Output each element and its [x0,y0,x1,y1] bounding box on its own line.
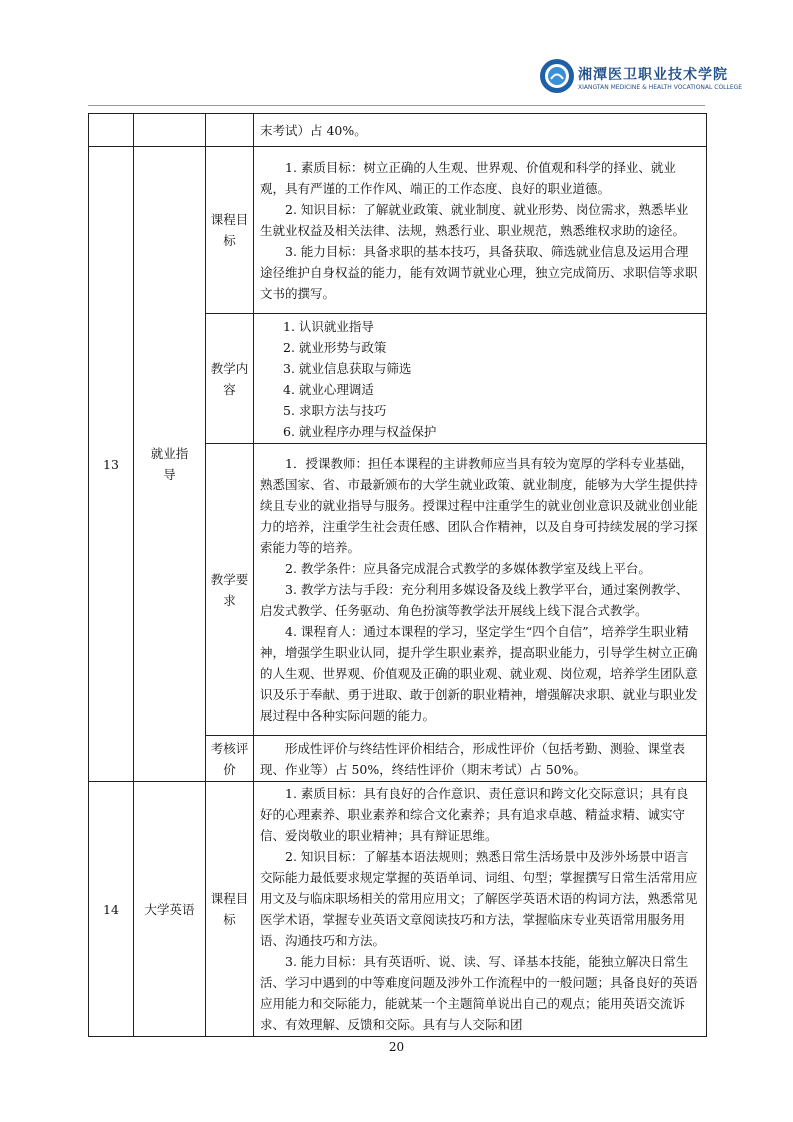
course-name: 大学英语 [134,782,206,1037]
table-row [89,147,707,314]
req-item: 2. 教学条件：应具备完成混合式教学的多媒体教学室及线上平台。 [285,561,651,576]
eval-text: 形成性评价与终结性评价相结合，形成性评价（包括考勤、测验、课堂表现、作业等）占 50%，终结性评价（期末考试）占 50%。 [260,740,686,777]
content-item: 6. 就业程序办理与权益保护 [283,423,437,439]
page-header [0,0,793,110]
course-number: 14 [89,782,134,1037]
req-cell [254,444,707,736]
req-label: 教学要求 [206,444,254,736]
req-item: 3. 教学方法与手段：充分利用多媒设备及线上教学平台，通过案例教学、启发式教学、任务驱动、角色扮演等教学法开展线上线下混合式教学。 [260,582,689,618]
page-number: 20 [388,1040,405,1054]
goal-item: 1. 素质目标：树立正确的人生观、世界观、价值观和科学的择业、就业观，具有严谨的工作作风、端正的工作态度、良好的职业道德。 [260,159,676,196]
school-logo-icon [539,58,575,94]
content-item: 3. 就业信息获取与筛选 [283,360,412,376]
table-row [89,782,707,1037]
eval-label: 考核评价 [206,736,254,782]
content-item: 4. 就业心理调适 [283,381,374,397]
content-item: 1. 认识就业指导 [283,318,374,334]
goal-item: 1. 素质目标：具有良好的合作意识、责任意识和跨文化交际意识；具有良好的心理素养、职业素养和综合文化素养；具有追求卓越、精益求精、诚实守信、爱岗敬业的职业精神；具有辩证思维。 [260,786,689,843]
content-cell [254,314,707,444]
goal-item: 3. 能力目标：具有英语听、说、读、写、译基本技能，能独立解决日常生活、学习中遇到的中等难度问题及涉外工作流程中的一般问题；具备良好的英语应用能力和交际能力，能就某一个主题简单说出自己的观点；能用英语交流诉求、有效理解、反馈和交际。具有与人交际和团 [260,954,698,1032]
goal-cell [254,782,707,1037]
content-item: 5. 求职方法与技巧 [283,402,387,418]
eval-cell [254,736,707,782]
course-name: 就业指导 [134,147,206,782]
goal-item: 3. 能力目标：具备求职的基本技巧，具备获取、筛选就业信息及运用合理途径维护自身权益的能力，能有效调节就业心理，独立完成简历、求职信等求职文书的撰写。 [260,243,698,301]
course-number: 13 [89,147,134,782]
course-table [88,113,707,1037]
goal-label: 课程目标 [206,782,254,1037]
header-divider [88,105,705,106]
goal-item: 2. 知识目标：了解基本语法规则；熟悉日常生活场景中及涉外场景中语言交际能力最低要求规定掌握的英语单词、词组、句型；掌握撰写日常生活常用应用文及与临床职场相关的常用应用文；了解医学英语术语的构词方法，熟悉常见医学术语，掌握专业英语文章阅读技巧和方法，掌握临床专业英语常用服务用语、沟通技巧和方法。 [260,849,698,948]
continued-text: 末考试）占 40%。 [254,114,707,147]
school-name: 湘潭医卫职业技术学院 [578,67,728,83]
req-item: 1．授课教师：担任本课程的主讲教师应当具有较为宽厚的学科专业基础，熟悉国家、省、市最新颁布的大学生就业政策、就业制度，能够为大学生提供持续且专业的就业指导与服务。授课过程中注重学生的就业创业意识及就业创业能力的培养，注重学生社会责任感、团队合作精神，以及自身可持续发展的学习探索能力等的培养。 [260,456,698,555]
goal-cell [254,147,707,314]
school-name-en: XIANGTAN MEDICINE & HEALTH VOCATIONAL COLLEGE [578,84,743,91]
content-label: 教学内容 [206,314,254,444]
table-row [89,114,707,147]
content-item: 2. 就业形势与政策 [283,339,387,355]
goal-item: 2. 知识目标：了解就业政策、就业制度、就业形势、岗位需求，熟悉毕业生就业权益及相关法律、法规，熟悉行业、职业规范，熟悉维权求助的途径。 [260,201,689,238]
req-item: 4. 课程育人：通过本课程的学习，坚定学生“四个自信”，培养学生职业精神，增强学生职业认同，提升学生职业素养，提高职业能力，引导学生树立正确的人生观、世界观、价值观及正确的职业观、就业观、岗位观，培养学生团队意识及乐于奉献、勇于进取、敢于创新的职业精神，增强解决求职、就业与职业发展过程中各种实际问题的能力。 [260,624,698,723]
goal-label: 课程目标 [206,147,254,314]
